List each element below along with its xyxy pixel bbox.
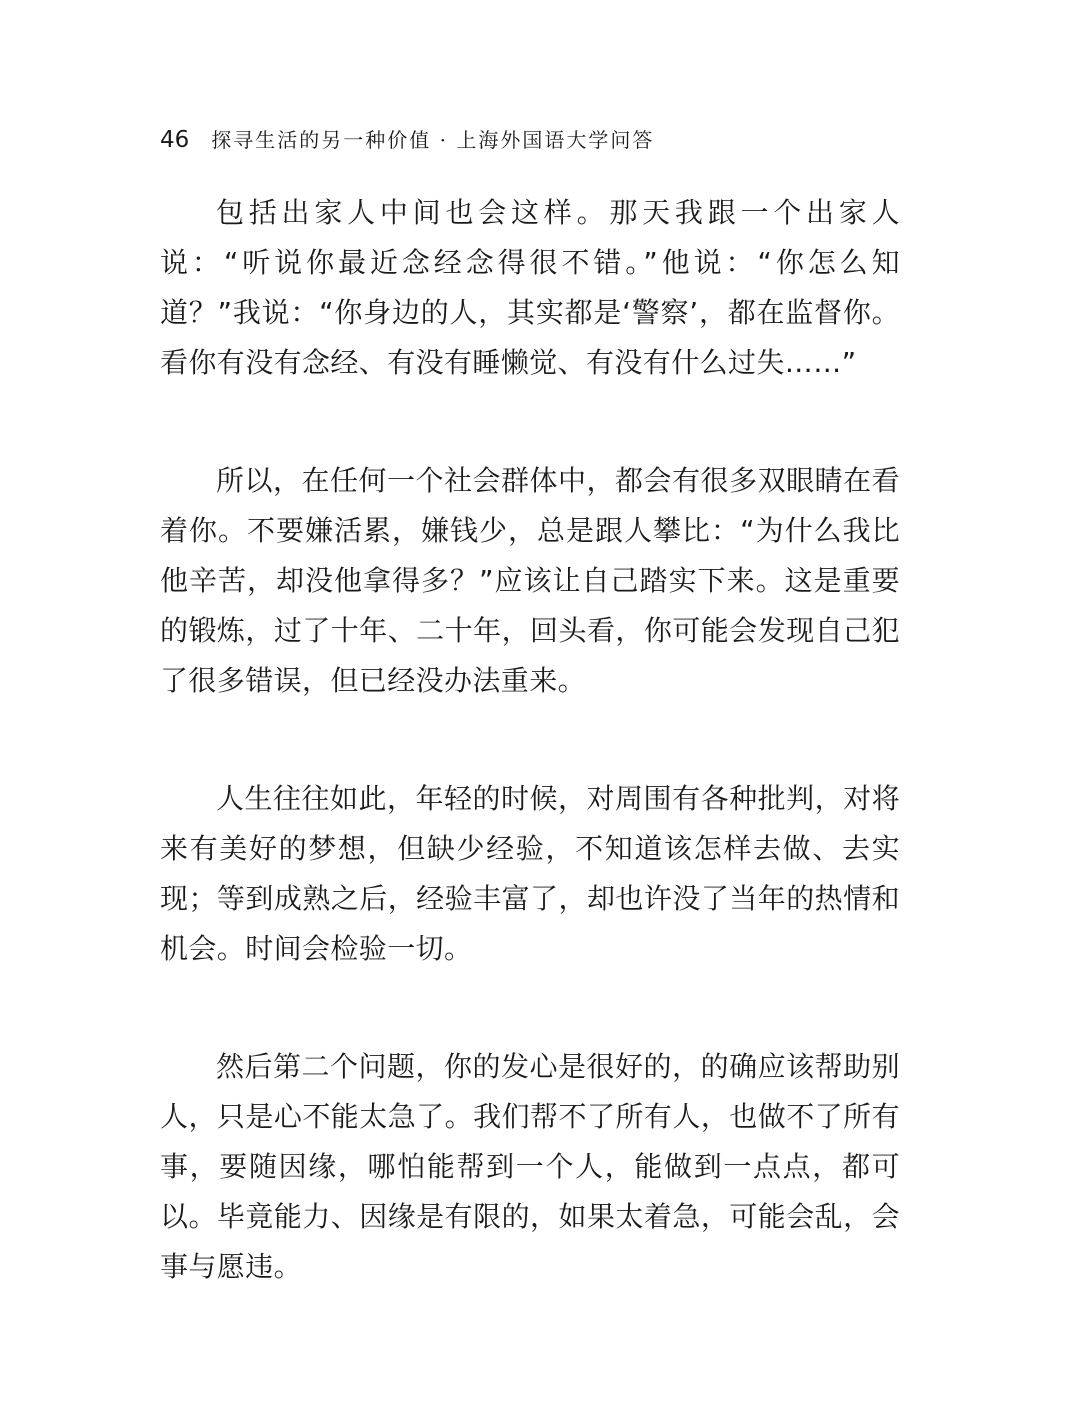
book-title: 探寻生活的另一种价值 · 上海外国语大学问答 [211, 128, 655, 152]
paragraph-2: 所以，在任何一个社会群体中，都会有很多双眼睛在看着你。不要嫌活累，嫌钱少，总是跟人攀比：“为什么我比他辛苦，却没他拿得多？”应该让自己踏实下来。这是重要的锻炼，过了十年、二十年，回头看，你可能会发现自己犯了很多错误，但已经没办法重来。 [160, 464, 900, 697]
paragraph-1: 包括出家人中间也会这样。那天我跟一个出家人说：“听说你最近念经念得很不错。”他说：“你怎么知道？”我说：“你身边的人，其实都是‘警察’，都在监督你。看你有没有念经、有没有睡懒觉、有没有什么过失……” [160, 196, 900, 379]
running-header [160, 124, 654, 158]
paragraph-3: 人生往往如此，年轻的时候，对周围有各种批判，对将来有美好的梦想，但缺少经验，不知道该怎样去做、去实现；等到成熟之后，经验丰富了，却也许没了当年的热情和机会。时间会检验一切。 [160, 782, 900, 965]
body-text [160, 188, 900, 1360]
page-number: 46 [160, 127, 190, 153]
paragraph-4: 然后第二个问题，你的发心是很好的，的确应该帮助别人，只是心不能太急了。我们帮不了所有人，也做不了所有事，要随因缘，哪怕能帮到一个人，能做到一点点，都可以。毕竟能力、因缘是有限的，如果太着急，可能会乱，会事与愿违。 [160, 1050, 900, 1283]
